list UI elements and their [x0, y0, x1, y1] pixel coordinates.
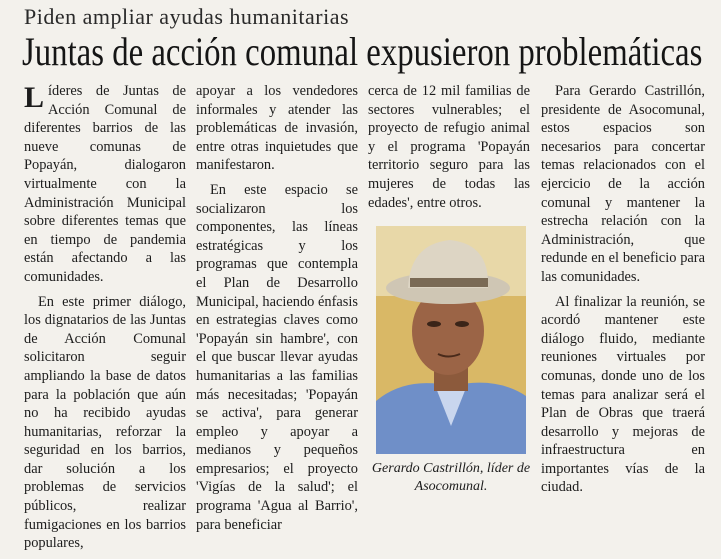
article-headline: Juntas de acción comunal expusieron problemáticas [22, 29, 703, 74]
article-paragraph [24, 82, 186, 287]
article-column-3 [368, 82, 530, 218]
article-paragraph: apoyar a los vendedores informales y atender las problemáticas de invasión, entre otras inquietudes que manifestaron. [196, 83, 358, 174]
portrait-illustration [376, 226, 526, 454]
article-paragraph: Al finalizar la reunión, se acordó mantener este diálogo fluido, mediante reuniones virtuales por comunas, donde uno de los temas para analizar será el Plan de Obras que traerá desarrollo y mejoras de infraestructura en importantes vías de la ciudad. [541, 293, 705, 496]
drop-cap: L [24, 81, 45, 114]
article-paragraph: En este primer diálogo, los dignatarios de las Juntas de Acción Comunal solicitaron seguir ampliando la base de datos para la población que aún no ha recibido ayudas humanitarias, reforzar la seguridad en los barrios, dar solución a los problemas de servicios públicos, realizar fumigaciones en los barrios populares, [24, 293, 186, 552]
paragraph-text: íderes de Juntas de Acción Comunal de diferentes barrios de las nueve comunas de Popayán, dialogaron virtualmente con la Administración Municipal sobre diferentes temas que en tiempo de pandemia están afectando a las comunidades. [24, 83, 186, 285]
article-paragraph: En este espacio se socializaron los componentes, las líneas estratégicas y los programas que contempla el Plan de Desarrollo Municipal, haciendo énfasis en estrategias claves como 'Popayán sin hambre', con el que buscar llevar ayudas humanitarias a las familias más necesitadas; 'Popayán se activa', para generar empleo y apoyar a medianos y pequeños empresarios; el proyecto 'Vigías de la salud'; el programa 'Agua al Barrio', para beneficiar [196, 181, 358, 533]
portrait-photo [376, 226, 526, 454]
article-column-1 [24, 82, 186, 559]
article-paragraph: Para Gerardo Castrillón, presidente de Asocomunal, estos espacios son necesarios para concertar temas relacionados con el ejercicio de la acción comunal y mantener la estrecha relación con la Administración, que redunde en el beneficio para las comunidades. [541, 83, 705, 285]
article-kicker: Piden ampliar ayudas humanitarias [24, 4, 350, 29]
article-column-4 [541, 82, 705, 503]
article-paragraph: cerca de 12 mil familias de sectores vulnerables; el proyecto de refugio animal y el programa 'Popayán territorio seguro para las mujeres de todas las edades', entre otros. [368, 83, 530, 211]
photo-caption: Gerardo Castrillón, líder de Asocomunal. [371, 461, 531, 494]
article-column-2 [196, 82, 358, 540]
